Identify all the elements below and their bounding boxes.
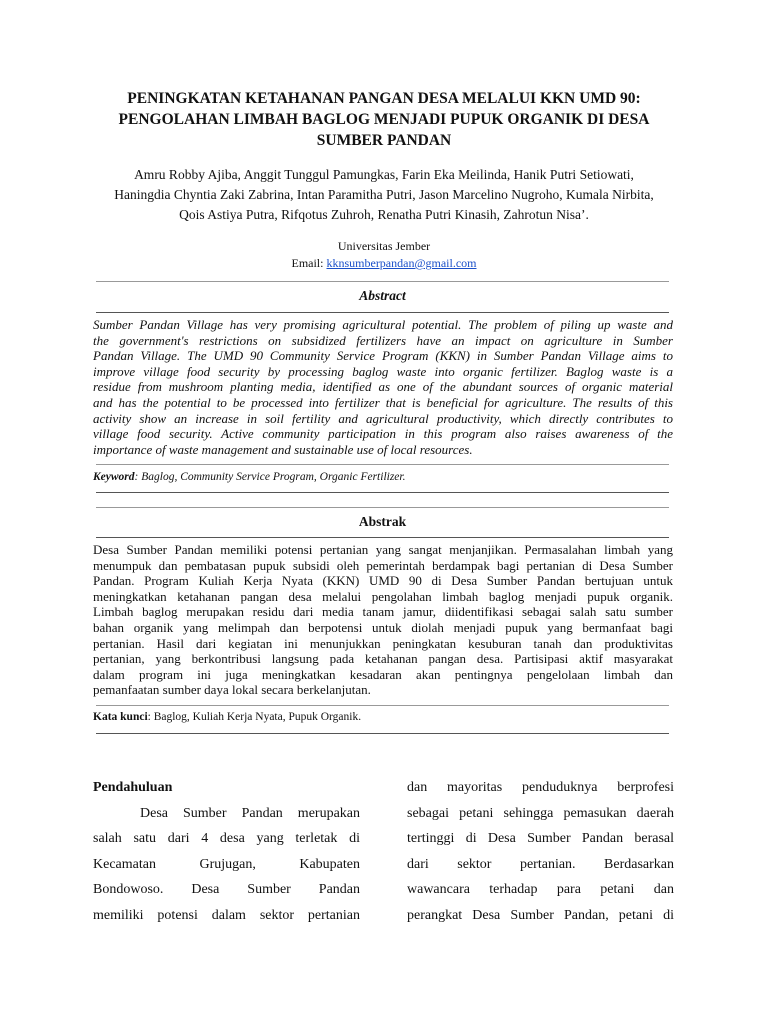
intro-line: tertinggi di Desa Sumber Pandan berasal xyxy=(407,831,674,847)
abstrak-line: pertanian. Hasil dari kegiatan ini menunjukkan peningkatan kesuburan tanah dan produktivitas xyxy=(93,635,673,651)
intro-right-column xyxy=(407,775,674,929)
intro-line: sebagai petani sehingga pemasukan daerah xyxy=(407,805,674,821)
intro-line: memiliki potensi dalam sektor pertanian xyxy=(93,907,360,923)
abstrak-line: bahan organik yang melimpah dan berpotensi untuk diolah menjadi pupuk yang bermanfaat bagi xyxy=(93,619,673,635)
email-label: Email: xyxy=(291,256,327,270)
divider xyxy=(96,312,669,313)
kata-kunci xyxy=(93,709,673,725)
abstract-line: improve village food security by processing baglog waste into organic fertilizer. Baglog waste is a xyxy=(93,363,673,379)
abstract-line: residue from mushroom planting media, identified as one of the abundant sources of organic material xyxy=(93,379,673,395)
divider xyxy=(96,281,669,282)
intro-line: wawancara terhadap para petani dan xyxy=(407,882,674,898)
abstract-line: the government's restrictions on subsidized fertilizers have an impact on agriculture in Sumber xyxy=(93,332,673,348)
author-line: Amru Robby Ajiba, Anggit Tunggul Pamungkas, Farin Eka Meilinda, Hanik Putri Setiowati, xyxy=(134,167,634,182)
title-line: SUMBER PANDAN xyxy=(316,132,452,149)
divider xyxy=(96,705,669,706)
author-line: Haningdia Chyntia Zaki Zabrina, Intan Paramitha Putri, Jason Marcelino Nugroho, Kumala Nirbita, xyxy=(114,187,654,202)
intro-line: Kecamatan Grujugan, Kabupaten xyxy=(93,856,360,872)
abstrak-line: Pandan. Program Kuliah Kerja Nyata (KKN) UMD 90 di Desa Sumber Pandan bertujuan untuk xyxy=(93,573,673,589)
abstract-line: Sumber Pandan Village has very promising agricultural potential. The problem of piling up waste and xyxy=(93,317,673,332)
intro-line: dari sektor pertanian. Berdasarkan xyxy=(407,856,674,872)
abstract-line: activity show an increase in soil fertility and agricultural productivity, which directly contributes to xyxy=(93,410,673,426)
intro-line: Bondowoso. Desa Sumber Pandan xyxy=(93,882,360,898)
intro-left-column xyxy=(93,775,360,929)
abstrak-line: dalam program ini juga meningkatkan kesadaran akan pentingnya pengelolaan limbah dan xyxy=(93,666,673,682)
intro-line: dan mayoritas penduduknya berprofesi xyxy=(407,780,674,795)
intro-heading: Pendahuluan xyxy=(93,780,173,795)
author-line: Qois Astiya Putra, Rifqotus Zuhroh, Renatha Putri Kinasih, Zahrotun Nisa’. xyxy=(179,207,589,222)
intro-line: Desa Sumber Pandan merupakan xyxy=(140,805,360,821)
email-link[interactable]: kknsumberpandan@gmail.com xyxy=(326,256,477,270)
affiliation: Universitas Jember xyxy=(337,239,431,253)
divider xyxy=(96,492,669,493)
abstrak-line: Limbah baglog merupakan residu dari media tanam jamur, diidentifikasi sebagai salah satu sumber xyxy=(93,604,673,620)
abstract-line: and has the potential to be processed into fertilizer that is beneficial for agriculture. The results of this xyxy=(93,394,673,410)
keywords xyxy=(93,469,673,485)
abstract-body xyxy=(93,317,673,457)
abstrak-line: pemanfaatan sumber daya lokal secara berkelanjutan. xyxy=(93,682,371,698)
title-line: PENINGKATAN KETAHANAN PANGAN DESA MELALUI KKN UMD 90: xyxy=(127,90,641,107)
intro-line: perangkat Desa Sumber Pandan, petani di xyxy=(407,907,674,923)
divider xyxy=(96,507,669,508)
kata-kunci-text: : Baglog, Kuliah Kerja Nyata, Pupuk Organik. xyxy=(147,711,362,723)
keyword-label: Keyword xyxy=(93,471,135,483)
abstrak-line: pertanian, yang berkontribusi langsung pada ketahanan pangan desa. Partisipasi aktif masyarakat xyxy=(93,651,673,667)
email-line xyxy=(60,254,708,272)
paper-title xyxy=(60,88,708,151)
abstrak-line: menumpuk dan pembatasan pupuk subsidi oleh pemerintah berdampak bagi pertanian di Desa Sumber xyxy=(93,557,673,573)
abstrak-heading: Abstrak xyxy=(358,514,407,529)
intro-line: salah satu dari 4 desa yang terletak di xyxy=(93,831,360,847)
divider xyxy=(96,733,669,734)
kata-kunci-label: Kata kunci xyxy=(93,711,148,723)
abstrak-line: meningkatkan ketahanan pangan desa melalui pengolahan limbah baglog menjadi pupuk organik. xyxy=(93,588,673,604)
author-list xyxy=(60,165,708,225)
abstrak-line: Desa Sumber Pandan memiliki potensi pertanian yang sangat menjanjikan. Permasalahan limbah yang xyxy=(93,542,673,557)
abstract-heading: Abstract xyxy=(359,288,406,303)
divider xyxy=(96,464,669,465)
title-line: PENGOLAHAN LIMBAH BAGLOG MENJADI PUPUK ORGANIK DI DESA xyxy=(118,111,650,128)
divider xyxy=(96,537,669,538)
abstract-line: importance of waste management and sustainable use of local resources. xyxy=(93,441,473,457)
abstract-line: village food security. Active community participation in this program also raises awareness of the xyxy=(93,426,673,442)
keyword-text: : Baglog, Community Service Program, Organic Fertilizer. xyxy=(134,471,406,483)
abstract-line: Pandan Village. The UMD 90 Community Service Program (KKN) in Sumber Pandan Village aims to xyxy=(93,348,673,364)
abstrak-body xyxy=(93,542,673,698)
